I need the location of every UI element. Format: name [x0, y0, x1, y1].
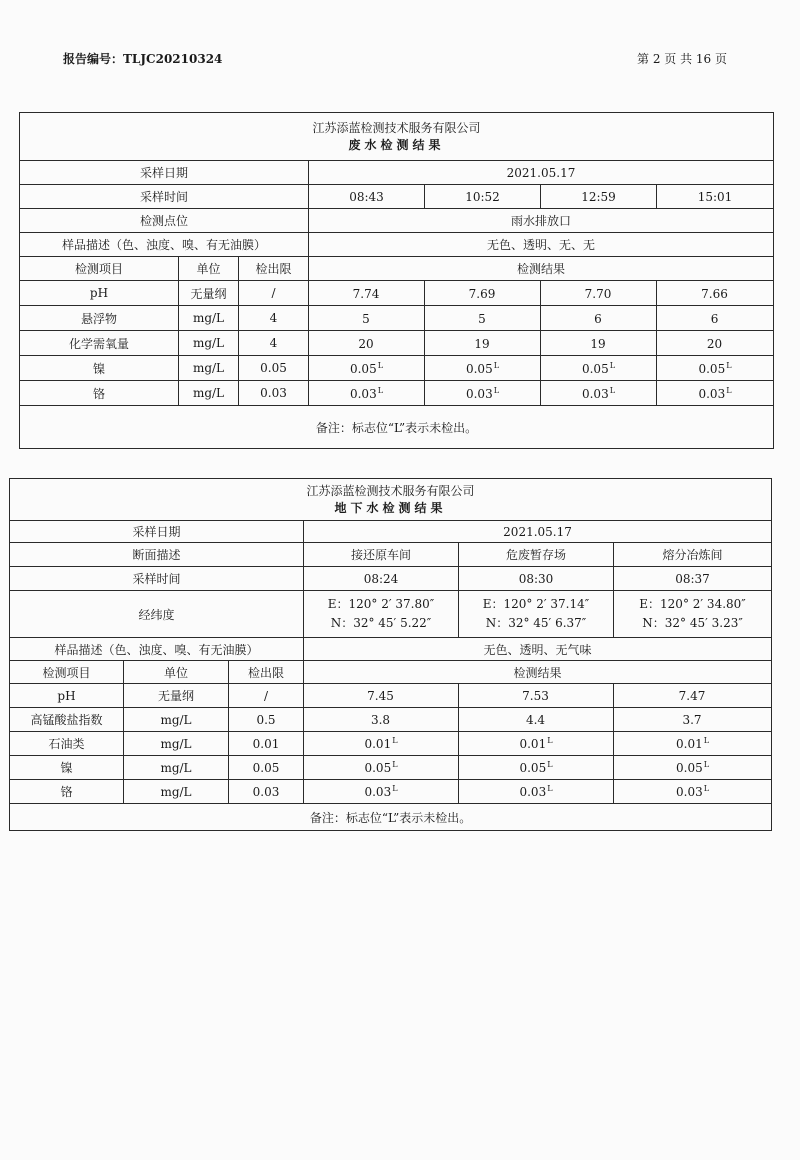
value-number: 4.4: [525, 713, 546, 727]
value-number: 19: [590, 336, 606, 351]
result-value: [459, 684, 614, 708]
value-number: 7.70: [584, 286, 612, 301]
not-detected-flag: L: [377, 360, 384, 370]
item-name: 石油类: [10, 732, 124, 756]
value-number: 5: [362, 311, 370, 326]
unit: mg/L: [179, 331, 239, 356]
unit: 无量纲: [124, 684, 229, 708]
unit: mg/L: [179, 356, 239, 381]
value-number: 7.53: [522, 689, 549, 703]
not-detected-flag: L: [547, 784, 553, 793]
value-number: 3.8: [370, 713, 391, 727]
not-detected-flag: L: [377, 385, 384, 395]
table-title: 废水检测结果: [348, 138, 445, 152]
column-header-item: 检测项目: [20, 257, 179, 281]
result-value: [425, 331, 541, 356]
result-value: [459, 708, 614, 732]
item-name: 镍: [20, 356, 179, 381]
result-value: [425, 306, 541, 331]
description-value: 无色、透明、无气味: [304, 638, 772, 661]
column-header-unit: 单位: [179, 257, 239, 281]
value-number: 0.05: [581, 361, 609, 376]
sample-date-value: 2021.05.17: [304, 521, 772, 543]
value-number: 0.03: [349, 386, 377, 401]
value-number: 0.05: [364, 761, 392, 775]
result-value: [657, 331, 774, 356]
coordinates-cell: [304, 591, 459, 638]
not-detected-flag: L: [392, 760, 398, 769]
latitude: N：32° 45′ 3.23″: [642, 616, 743, 630]
detection-limit: 4: [239, 306, 309, 331]
value-number: 0.05: [676, 761, 703, 775]
result-value: [541, 306, 657, 331]
value-number: 0.05: [349, 361, 377, 376]
result-value: [614, 732, 772, 756]
result-value: [425, 381, 541, 406]
table-row: [10, 708, 772, 732]
item-name: 镍: [10, 756, 124, 780]
detection-limit: 0.05: [229, 756, 304, 780]
not-detected-flag: L: [547, 736, 553, 745]
point-label: 检测点位: [20, 209, 309, 233]
page-header: [0, 50, 800, 70]
not-detected-flag: L: [493, 385, 500, 395]
value-number: 7.66: [701, 286, 728, 301]
coordinates-label: 经纬度: [10, 591, 304, 638]
detection-limit: 0.01: [229, 732, 304, 756]
value-number: 6: [710, 311, 719, 326]
detection-limit: 0.05: [239, 356, 309, 381]
result-value: [309, 356, 425, 381]
result-value: [309, 331, 425, 356]
column-header-result: 检测结果: [304, 661, 772, 684]
item-name: 化学需氧量: [20, 331, 179, 356]
value-number: 6: [594, 311, 602, 326]
value-number: 7.45: [367, 689, 394, 703]
unit: mg/L: [124, 780, 229, 804]
unit: mg/L: [179, 306, 239, 331]
result-value: [657, 356, 774, 381]
longitude: E：120° 2′ 37.80″: [327, 597, 435, 611]
value-number: 0.05: [698, 361, 726, 376]
wastewater-data-rows: [20, 281, 774, 406]
result-value: [541, 331, 657, 356]
detection-limit: 0.03: [239, 381, 309, 406]
table-row: [10, 756, 772, 780]
value-number: 3.7: [682, 713, 702, 727]
result-value: [614, 780, 772, 804]
groundwater-data-rows: [10, 684, 772, 804]
result-value: [541, 356, 657, 381]
detection-limit: /: [239, 281, 309, 306]
table-row: [10, 780, 772, 804]
not-detected-flag: L: [392, 736, 398, 745]
value-number: 7.69: [468, 286, 496, 301]
sample-date-label: 采样日期: [20, 161, 309, 185]
table-row: [10, 732, 772, 756]
value-number: 20: [706, 336, 723, 351]
value-number: 0.05: [519, 761, 547, 775]
detection-limit: 0.03: [229, 780, 304, 804]
note: 备注：标志位“L”表示未检出。: [10, 804, 772, 831]
not-detected-flag: L: [547, 760, 553, 769]
value-number: 20: [358, 336, 374, 351]
not-detected-flag: L: [493, 360, 500, 370]
latitude: N：32° 45′ 5.22″: [330, 616, 432, 630]
item-name: 高锰酸盐指数: [10, 708, 124, 732]
column-header-result: 检测结果: [309, 257, 774, 281]
not-detected-flag: L: [703, 736, 710, 745]
item-name: 悬浮物: [20, 306, 179, 331]
result-value: [304, 780, 459, 804]
value-number: 19: [474, 336, 490, 351]
not-detected-flag: L: [703, 784, 710, 793]
not-detected-flag: L: [703, 760, 710, 769]
not-detected-flag: L: [609, 360, 616, 370]
sample-time: 12:59: [541, 185, 657, 209]
value-number: 0.01: [519, 737, 547, 751]
result-value: [657, 381, 774, 406]
detection-limit: /: [229, 684, 304, 708]
longitude: E：120° 2′ 34.80″: [639, 597, 746, 611]
result-value: [309, 281, 425, 306]
not-detected-flag: L: [726, 360, 732, 370]
result-value: [304, 756, 459, 780]
detection-limit: 4: [239, 331, 309, 356]
result-value: [304, 732, 459, 756]
not-detected-flag: L: [726, 385, 732, 395]
sample-date-label: 采样日期: [10, 521, 304, 543]
not-detected-flag: L: [609, 385, 616, 395]
sample-time-label: 采样时间: [10, 567, 304, 591]
value-number: 7.47: [678, 689, 706, 703]
wastewater-results-table: [19, 112, 774, 449]
wastewater-title-cell: [20, 113, 774, 161]
latitude: N：32° 45′ 6.37″: [485, 616, 587, 630]
sample-time-label: 采样时间: [20, 185, 309, 209]
result-value: [657, 281, 774, 306]
table-row: [20, 306, 774, 331]
sample-date-value: 2021.05.17: [309, 161, 774, 185]
section-label: 断面描述: [10, 543, 304, 567]
item-name: 铬: [20, 381, 179, 406]
table-row: [10, 684, 772, 708]
unit: 无量纲: [179, 281, 239, 306]
point-value: 雨水排放口: [309, 209, 774, 233]
result-value: [614, 708, 772, 732]
note: 备注：标志位“L”表示未检出。: [20, 406, 774, 449]
coordinates-cell: [459, 591, 614, 638]
value-number: 7.74: [352, 286, 380, 301]
value-number: 0.03: [519, 785, 547, 799]
result-value: [614, 684, 772, 708]
result-value: [459, 732, 614, 756]
unit: mg/L: [124, 756, 229, 780]
result-value: [309, 306, 425, 331]
section-name: 接还原车间: [304, 543, 459, 567]
table-row: [20, 281, 774, 306]
sample-time: 08:30: [459, 567, 614, 591]
not-detected-flag: L: [392, 784, 398, 793]
sample-time: 15:01: [657, 185, 774, 209]
value-number: 0.01: [676, 737, 703, 751]
table-title: 地下水检测结果: [334, 501, 447, 515]
result-value: [541, 281, 657, 306]
result-value: [425, 356, 541, 381]
item-name: pH: [20, 281, 179, 306]
item-name: pH: [10, 684, 124, 708]
value-number: 5: [478, 311, 486, 326]
column-header-item: 检测项目: [10, 661, 124, 684]
report-number: 报告编号：TLJC20210324: [63, 52, 223, 66]
result-value: [459, 756, 614, 780]
result-value: [657, 306, 774, 331]
table-row: [20, 331, 774, 356]
detection-limit: 0.5: [229, 708, 304, 732]
result-value: [541, 381, 657, 406]
table-row: [20, 381, 774, 406]
column-header-limit: 检出限: [239, 257, 309, 281]
unit: mg/L: [124, 732, 229, 756]
company-name: 江苏添蓝检测技术服务有限公司: [312, 121, 481, 135]
description-value: 无色、透明、无、无: [309, 233, 774, 257]
value-number: 0.03: [698, 386, 726, 401]
section-name: 熔分冶炼间: [614, 543, 772, 567]
item-name: 铬: [10, 780, 124, 804]
table-row: [20, 356, 774, 381]
value-number: 0.01: [364, 737, 392, 751]
column-header-limit: 检出限: [229, 661, 304, 684]
unit: mg/L: [179, 381, 239, 406]
description-label: 样品描述（色、浊度、嗅、有无油膜）: [20, 233, 309, 257]
groundwater-title-cell: [10, 479, 772, 521]
sample-time: 10:52: [425, 185, 541, 209]
result-value: [425, 281, 541, 306]
result-value: [309, 381, 425, 406]
value-number: 0.03: [465, 386, 493, 401]
page-number: 第 2 页 共 16 页: [637, 52, 727, 66]
groundwater-results-table: [9, 478, 772, 831]
result-value: [304, 684, 459, 708]
description-label: 样品描述（色、浊度、嗅、有无油膜）: [10, 638, 304, 661]
company-name: 江苏添蓝检测技术服务有限公司: [306, 484, 475, 498]
value-number: 0.05: [465, 361, 493, 376]
unit: mg/L: [124, 708, 229, 732]
sample-time: 08:43: [309, 185, 425, 209]
column-header-unit: 单位: [124, 661, 229, 684]
longitude: E：120° 2′ 37.14″: [482, 597, 590, 611]
result-value: [459, 780, 614, 804]
value-number: 0.03: [676, 785, 703, 799]
value-number: 0.03: [364, 785, 392, 799]
sample-time: 08:37: [614, 567, 772, 591]
coordinates-cell: [614, 591, 772, 638]
value-number: 0.03: [581, 386, 609, 401]
sample-time: 08:24: [304, 567, 459, 591]
result-value: [614, 756, 772, 780]
result-value: [304, 708, 459, 732]
section-name: 危废暂存场: [459, 543, 614, 567]
